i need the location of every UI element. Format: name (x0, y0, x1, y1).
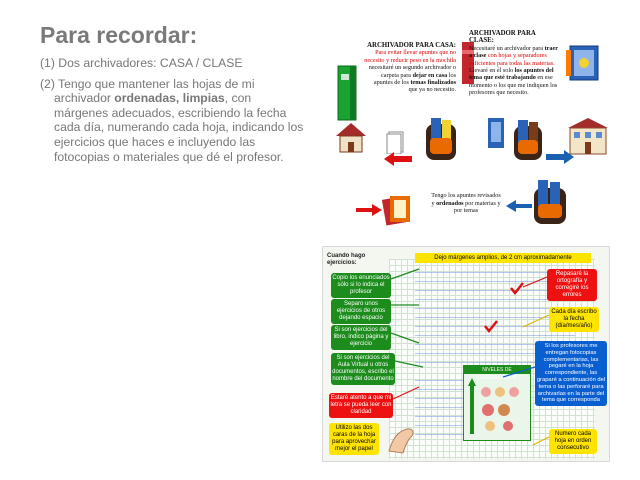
house-icon (334, 120, 368, 154)
note-both-sides: Utilizo las dos caras de la hoja para aprovechar mejor el papel (329, 423, 379, 455)
casa-text: ARCHIVADOR PARA CASA: Para evitar llevar apuntes que no necesito y reducir peso en la mochila necesitaré un segundo archivador o carpeta para dejar en casa los apuntes de los temas finalizados que ya no necesito. (364, 42, 456, 94)
backpack-3-icon (530, 178, 570, 226)
connector-lines (323, 247, 609, 461)
blue-arrow-left-icon (506, 200, 532, 212)
point-1: (1) Dos archivadores: CASA / CLASE (40, 56, 243, 70)
hand-icon (385, 423, 419, 455)
note-virtual-classroom: Si son ejercicios del Aula Virtual u otros documentos, escribo el nombre del documento (331, 353, 395, 385)
papers-icon (386, 130, 406, 154)
binder-diagram (330, 28, 610, 238)
margins-banner: Dejo márgenes amplios, de 2 cm aproximadamente (415, 253, 591, 263)
slide-title: Para recordar: (40, 22, 198, 48)
note-copy-statements: Copio los enunciados sólo si lo indica el profesor (331, 273, 391, 298)
blue-binder-2-icon (486, 116, 506, 150)
note-book-exercises: Si son ejercicios del libro, indico página y ejercicio (331, 325, 391, 350)
red-arrow-right-icon (356, 204, 382, 216)
school-icon (566, 116, 610, 156)
backpack-2-icon (510, 118, 546, 162)
files-icon (382, 192, 412, 226)
note-date: Cada día escribo la fecha (día/mes/año) (549, 307, 599, 332)
clase-text: ARCHIVADOR PARA CLASE: Necesitaré un archivador para traer a clase con hojas y separadores suficientes para todas las materias. Llevaré en él solo los apuntes del tema que esté trabajando en ese momento o los que me indiquen los profesores que necesito. (469, 30, 558, 97)
point-2: (2) Tengo que mantener las hojas de mi archivador ordenadas, limpias, con márgenes adecuados, escribiendo la fecha cada día, numerando cada hoja, indicando los ejercicios que haces e incluyendo las fotocopias o materiales que dé el profesor. (40, 76, 304, 164)
reminder-list (40, 56, 308, 170)
note-page-numbers: Numero cada hoja en orden consecutivo (549, 429, 597, 454)
levels-title: NIVELES DE ORGANIZACIÓN (464, 366, 530, 374)
note-spelling: Repasaré la ortografía y corregiré los errores (547, 269, 597, 301)
note-legible-writing: Estaré atento a que mi letra se pueda leer con claridad (329, 393, 393, 418)
center-note: Tengo los apuntes revisados y ordenados por materias y por temas (431, 192, 501, 215)
exercises-header: Cuando hago ejercicios: (327, 253, 366, 266)
green-binder-icon (336, 64, 360, 122)
note-separate-exercises: Separo unos ejercicios de otros dejando espacio (331, 299, 391, 324)
note-photocopies: Si los profesores me entregan fotocopias complementarias, las pegaré en la hoja correspondiente, las graparé a continuación del tema o las perforaré para archivarlas en la parte del tema que corresponda (535, 341, 607, 406)
red-arrow-left-icon (384, 152, 412, 166)
notebook-infographic (322, 246, 610, 462)
blue-binder-icon (566, 42, 602, 84)
backpack-icon (422, 116, 460, 162)
